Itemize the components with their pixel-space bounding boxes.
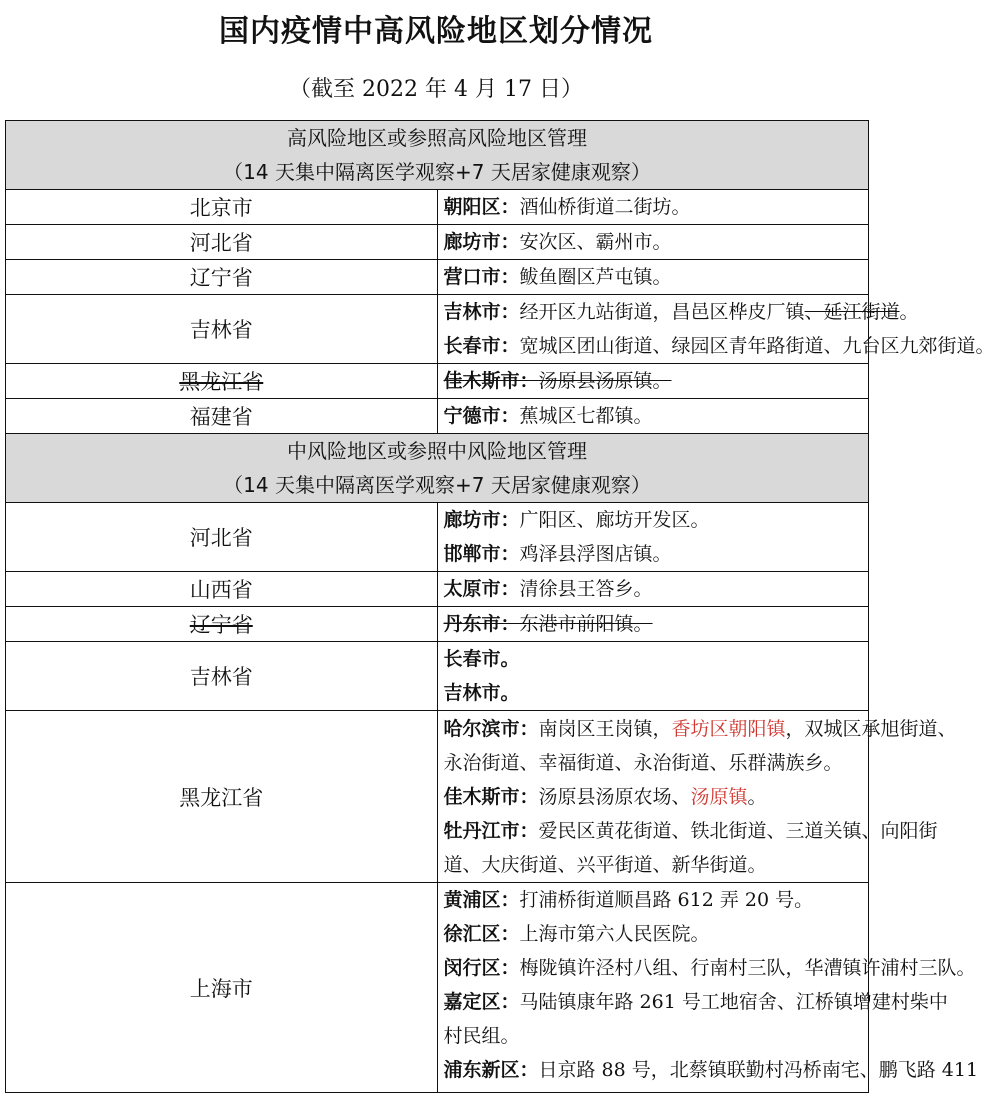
detail-cell: [437, 503, 869, 572]
city-label: 哈尔滨市：: [443, 717, 539, 740]
table-row: [6, 295, 869, 364]
detail-cell: [437, 260, 869, 295]
table-row: [6, 883, 869, 1093]
area-text: 日京路 88 号，北蔡镇联勤村冯桥南宅、鹏飞路 411: [538, 1059, 979, 1081]
city-label: 吉林市。: [443, 682, 520, 704]
highlighted-area-text: 汤原镇: [690, 785, 748, 808]
mid-risk-header: [6, 434, 869, 503]
city-label: 嘉定区：: [443, 991, 520, 1013]
detail-cell: [437, 364, 869, 399]
area-text-continued: 永治街道、幸福街道、永治街道、乐群满族乡。: [443, 751, 843, 774]
area-text-continued: 村民组。: [443, 1025, 520, 1047]
area-text: 蕉城区七都镇。: [519, 405, 653, 427]
city-label: 闵行区：: [443, 957, 520, 979]
area-text-end: 。: [899, 301, 919, 323]
area-text: 梅陇镇许泾村八组、行南村三队，华漕镇许浦村三队。: [519, 957, 976, 979]
table-row: [6, 642, 869, 711]
province-cell: 黑龙江省: [6, 364, 438, 399]
province-cell: 福建省: [6, 399, 438, 434]
highlighted-area-text: 香坊区朝阳镇: [671, 717, 786, 740]
area-text: 上海市第六人民医院。: [519, 923, 710, 945]
area-text: 马陆镇康年路 261 号工地宿舍、江桥镇增建村柴中: [519, 991, 948, 1013]
area-text: 打浦桥街道顺昌路 612 弄 20 号。: [519, 889, 814, 911]
area-text: 汤原县汤原镇。: [538, 370, 672, 392]
table-row: [6, 572, 869, 607]
city-label: 长春市：: [443, 335, 520, 357]
province-cell: 河北省: [6, 225, 438, 260]
city-label: 太原市：: [443, 578, 520, 600]
detail-cell: [437, 642, 869, 711]
province-cell: 山西省: [6, 572, 438, 607]
area-text: 广阳区、廊坊开发区。: [519, 509, 710, 531]
province-cell: 吉林省: [6, 642, 438, 711]
high-risk-header-note: （14 天集中隔离医学观察+7 天居家健康观察）: [223, 160, 651, 184]
area-text: 经开区九站街道，昌邑区桦皮厂镇: [519, 301, 805, 323]
province-cell: 河北省: [6, 503, 438, 572]
cutoff-date: （截至 2022 年 4 月 17 日）: [289, 77, 583, 102]
detail-cell: [437, 883, 979, 1093]
table-row: [6, 607, 869, 642]
city-label: 廊坊市：: [443, 231, 520, 253]
high-risk-header-row: [6, 121, 869, 190]
table-row: [6, 503, 869, 572]
area-text: 爱民区黄花街道、铁北街道、三道关镇、向阳街: [538, 819, 938, 842]
area-text: 汤原县汤原农场、: [538, 785, 691, 808]
detail-cell: [437, 295, 995, 364]
area-text: 。: [747, 785, 767, 808]
city-label: 吉林市：: [443, 301, 520, 323]
province-cell: 吉林省: [6, 295, 438, 364]
province-cell: 上海市: [6, 883, 438, 1093]
province-cell: 北京市: [6, 190, 438, 225]
city-label: 廊坊市：: [443, 509, 520, 531]
area-text: ，双城区承旭街道、: [785, 717, 957, 740]
city-label: 佳木斯市：: [443, 370, 539, 392]
detail-cell: [437, 711, 957, 883]
table-row: [6, 399, 869, 434]
detail-cell: [437, 607, 869, 642]
city-label: 徐汇区：: [443, 923, 520, 945]
detail-cell: [437, 572, 869, 607]
city-label: 牡丹江市：: [443, 819, 539, 842]
table-row: [6, 364, 869, 399]
table-row: [6, 190, 869, 225]
province-cell: 辽宁省: [6, 607, 438, 642]
high-risk-header: [6, 121, 869, 190]
mid-risk-header-row: [6, 434, 869, 503]
area-text: 南岗区王岗镇，: [538, 717, 672, 740]
detail-cell: [437, 399, 869, 434]
city-label: 浦东新区：: [443, 1059, 539, 1081]
table-row: [6, 711, 869, 883]
area-text-continued: 道、大庆街道、兴平街道、新华街道。: [443, 853, 767, 876]
table-row: [6, 260, 869, 295]
area-text: 安次区、霸州市。: [519, 231, 672, 253]
city-label: 长春市。: [443, 648, 520, 670]
city-label: 宁德市：: [443, 405, 520, 427]
mid-risk-header-title: 中风险地区或参照中风险地区管理: [287, 439, 587, 463]
city-label: 营口市：: [443, 266, 520, 288]
province-cell: 黑龙江省: [6, 711, 438, 883]
area-text: 鸡泽县浮图店镇。: [519, 543, 672, 565]
area-text: 东港市前阳镇。: [519, 613, 653, 635]
city-label: 丹东市：: [443, 613, 520, 635]
struck-area-text: 、延江街道: [804, 301, 900, 323]
province-cell: 辽宁省: [6, 260, 438, 295]
detail-cell: [437, 190, 869, 225]
area-text: 清徐县王答乡。: [519, 578, 653, 600]
area-text: 酒仙桥街道二街坊。: [519, 196, 691, 218]
city-label: 黄浦区：: [443, 889, 520, 911]
city-label: 佳木斯市：: [443, 785, 539, 808]
table-row: [6, 225, 869, 260]
high-risk-header-title: 高风险地区或参照高风险地区管理: [287, 126, 587, 150]
page-title: 国内疫情中高风险地区划分情况: [219, 14, 653, 49]
city-label: 朝阳区：: [443, 196, 520, 218]
area-text: 宽城区团山街道、绿园区青年路街道、九台区九郊街道。: [519, 335, 995, 357]
city-label: 邯郸市：: [443, 543, 520, 565]
detail-cell: [437, 225, 869, 260]
area-text: 鲅鱼圈区芦屯镇。: [519, 266, 672, 288]
risk-area-table: [5, 120, 995, 1093]
mid-risk-header-note: （14 天集中隔离医学观察+7 天居家健康观察）: [223, 473, 651, 497]
